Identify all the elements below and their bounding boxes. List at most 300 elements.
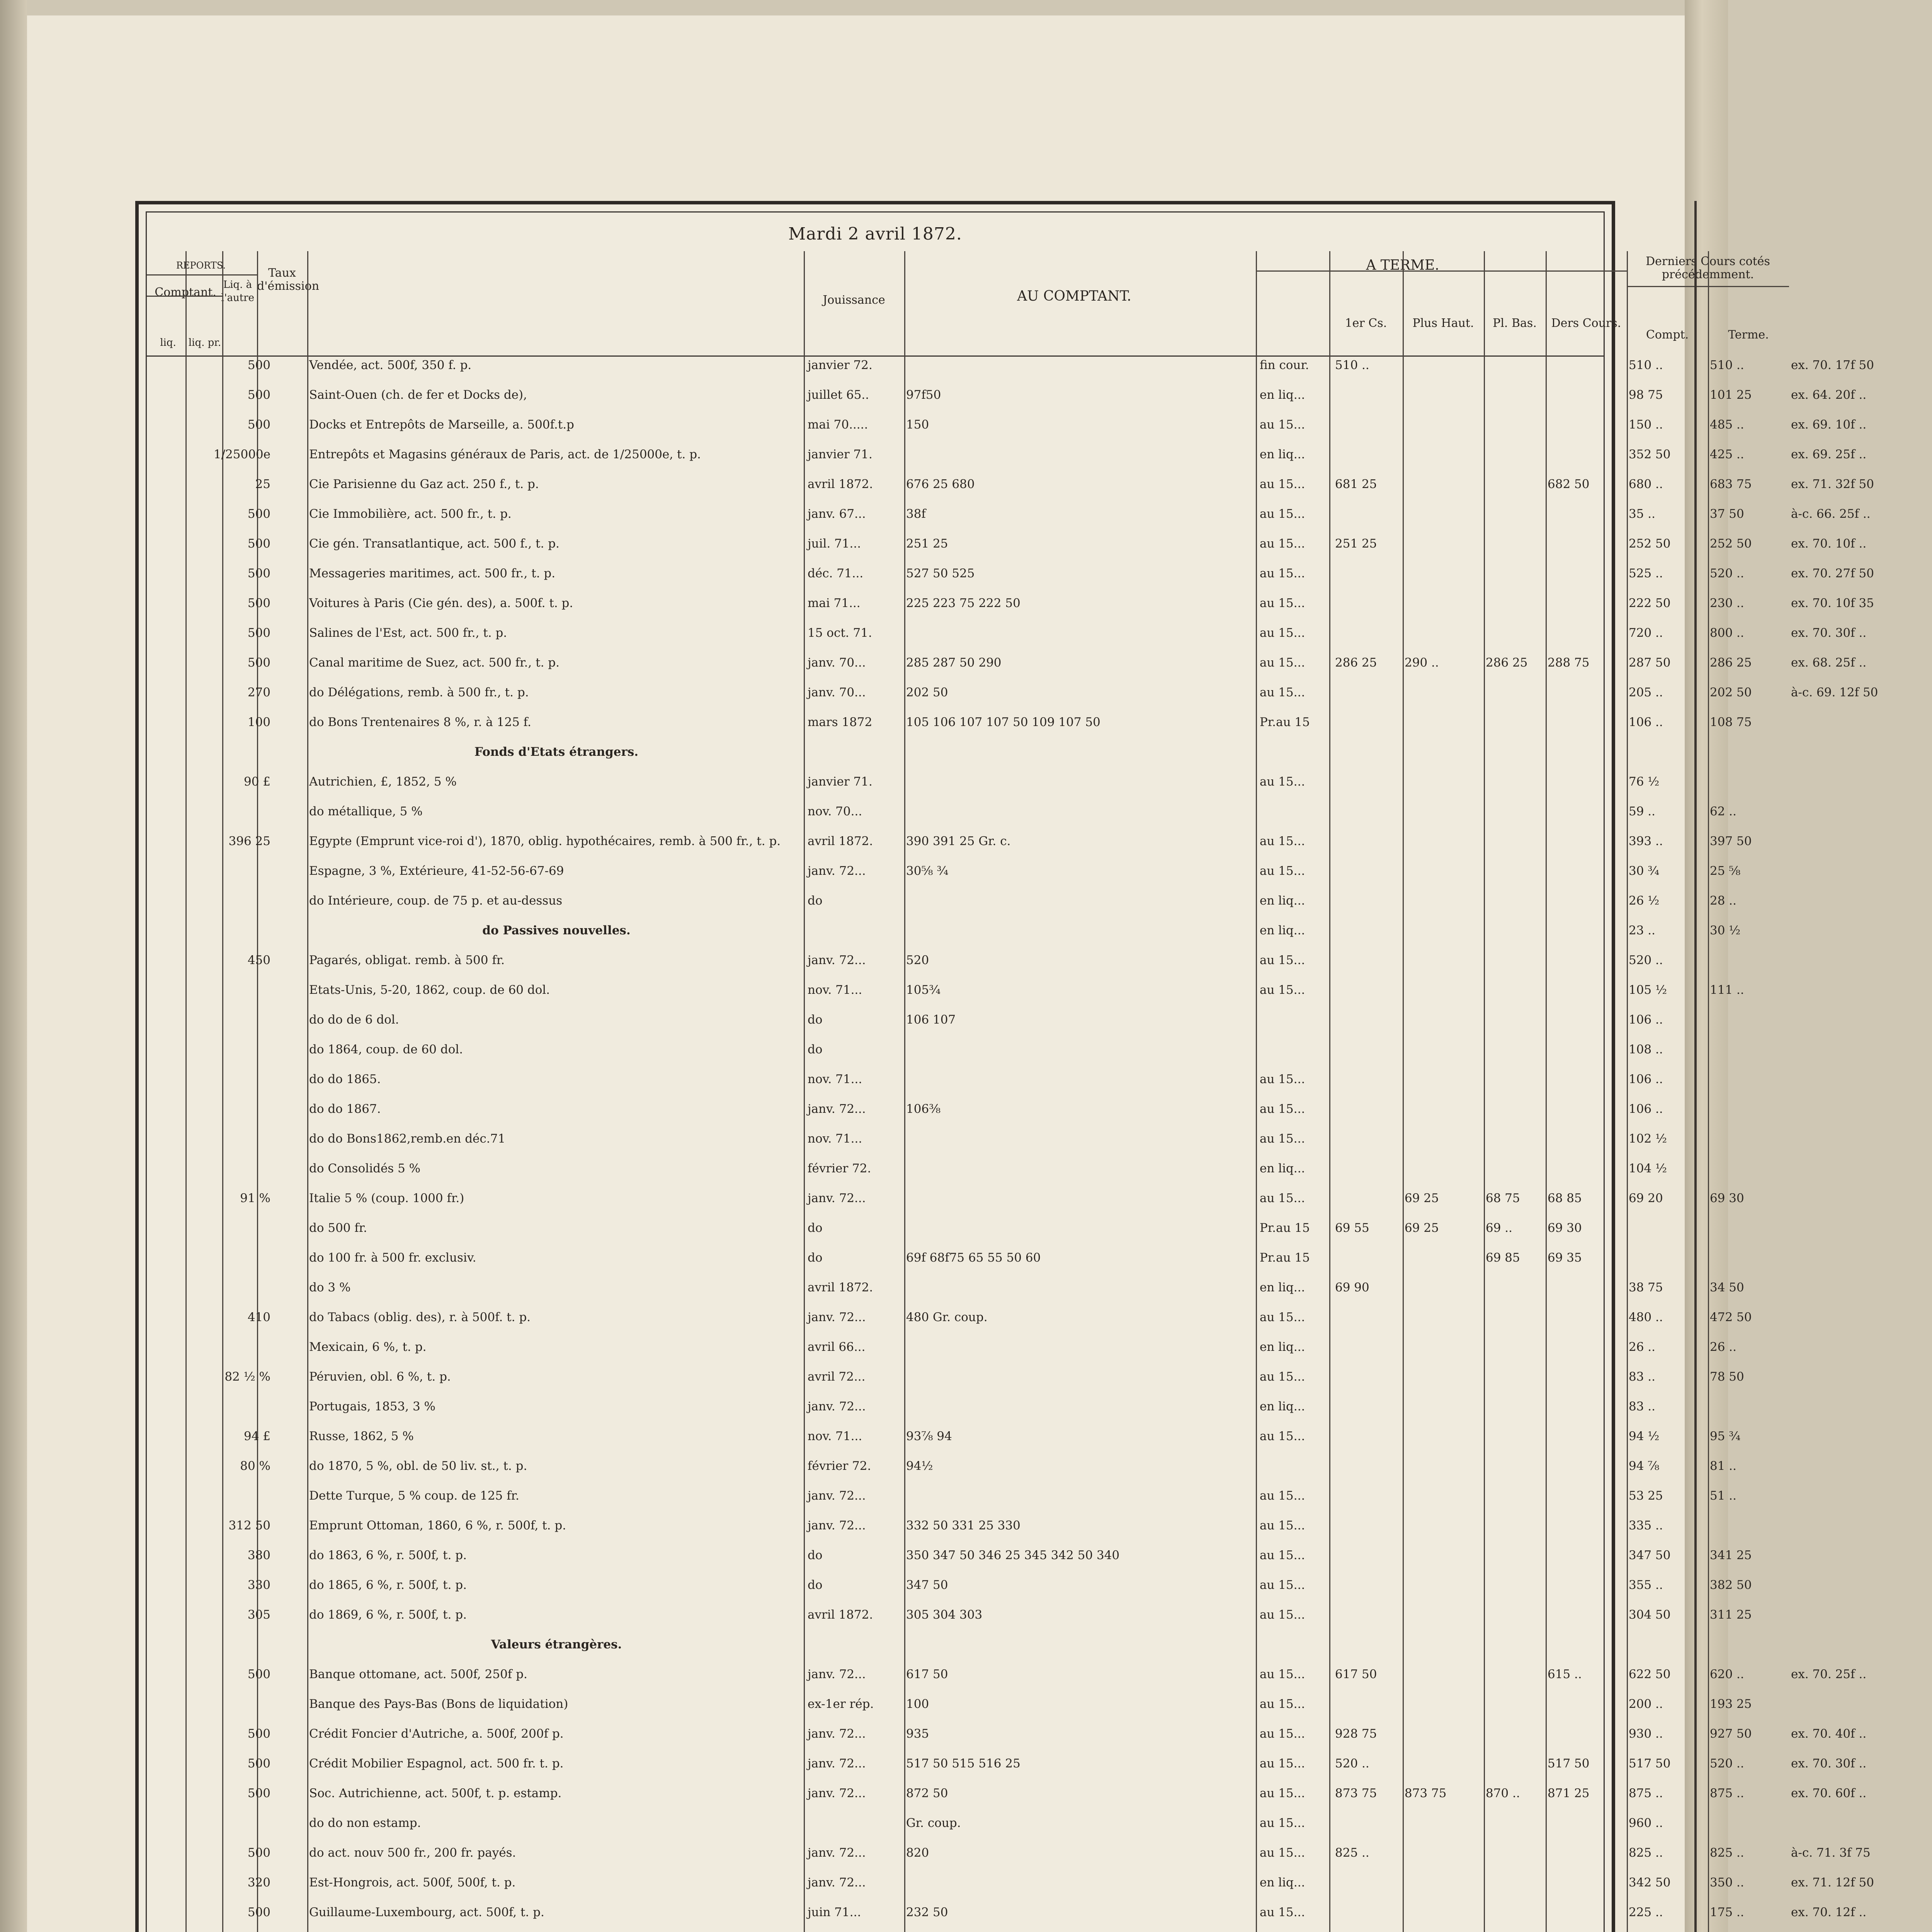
cell-int: ex. 70. 10f 35 — [1791, 596, 1874, 610]
cell-der: 682 50 — [1548, 477, 1590, 491]
cell-name: do do 1867. — [309, 1102, 381, 1116]
cell-pt: 230 .. — [1710, 596, 1744, 610]
cell-name: Messageries maritimes, act. 500 fr., t. p. — [309, 566, 556, 580]
cell-taux: 500 — [247, 418, 270, 432]
cell-jouis: avril 1872. — [808, 1281, 873, 1294]
table-row — [147, 505, 1871, 523]
cell-term: au 15... — [1260, 685, 1305, 699]
cell-taux: 500 — [247, 1846, 270, 1860]
cell-taux: 82 ½ % — [224, 1370, 270, 1384]
cell-jouis: ex-1er rép. — [808, 1697, 874, 1711]
cell-term: au 15... — [1260, 537, 1305, 551]
table-row — [147, 803, 1737, 820]
cell-taux: 91 % — [240, 1191, 270, 1205]
cell-jouis: avril 66... — [808, 1340, 866, 1354]
table-row — [147, 1011, 1663, 1029]
table-row — [147, 1427, 1741, 1445]
cell-pt: 425 .. — [1710, 447, 1744, 461]
cell-term: au 15... — [1260, 1757, 1305, 1770]
cell-name: do Tabacs (oblig. des), r. à 500f. t. p. — [309, 1310, 531, 1324]
cell-compt: 38f — [906, 507, 926, 521]
stock-table-inner — [146, 211, 1878, 1932]
cell-taux: 450 — [247, 953, 270, 967]
cell-pc: 94 ⅞ — [1629, 1459, 1660, 1473]
cell-jouis: janv. 72... — [808, 864, 866, 878]
cell-name: do Intérieure, coup. de 75 p. et au-dessus — [309, 894, 563, 908]
table-row — [147, 1249, 1604, 1267]
cell-der: 615 .. — [1548, 1667, 1582, 1681]
cell-name: do Délégations, remb. à 500 fr., t. p. — [309, 685, 529, 699]
cell-term: au 15... — [1260, 1102, 1305, 1116]
cell-jouis: janv. 72... — [808, 1310, 866, 1324]
cell-jouis: juillet 65.. — [808, 388, 869, 402]
cell-int: ex. 70. 30f .. — [1791, 1757, 1867, 1770]
cell-der: 69 30 — [1548, 1221, 1582, 1235]
cell-int: à-c. 69. 12f 50 — [1791, 685, 1878, 699]
cell-taux: 305 — [247, 1608, 270, 1622]
cell-compt: 872 50 — [906, 1786, 948, 1800]
cell-pt: 397 50 — [1710, 834, 1752, 848]
cell-jouis: janv. 72... — [808, 1876, 866, 1889]
cell-haut: 69 25 — [1405, 1221, 1439, 1235]
cell-jouis: avril 1872. — [808, 834, 873, 848]
cell-jouis: janv. 72... — [808, 1786, 866, 1800]
cell-taux: 396 25 — [228, 834, 270, 848]
cell-pt: 382 50 — [1710, 1578, 1752, 1592]
cell-term: au 15... — [1260, 1519, 1305, 1532]
cell-jouis: déc. 71... — [808, 566, 864, 580]
cell-jouis: do — [808, 1548, 823, 1562]
cell-term: en liq... — [1260, 894, 1305, 908]
cell-jouis: do — [808, 1251, 823, 1265]
cell-pt: 825 .. — [1710, 1846, 1744, 1860]
table-row — [147, 654, 1867, 672]
table-header — [147, 251, 1770, 357]
cell-pt: 520 .. — [1710, 1757, 1744, 1770]
table-row — [147, 1844, 1871, 1862]
table-row — [147, 1606, 1752, 1624]
cell-term: en liq... — [1260, 923, 1305, 937]
header-rule — [147, 296, 222, 297]
page-left-edge — [0, 0, 27, 1932]
cell-pt: 30 ½ — [1710, 923, 1741, 937]
cell-name: Pagarés, obligat. remb. à 500 fr. — [309, 953, 505, 967]
cell-term: Pr.au 15 — [1260, 1251, 1310, 1265]
cell-compt: 520 — [906, 953, 929, 967]
cell-name: Valeurs étrangères. — [491, 1638, 622, 1651]
cell-compt: 617 50 — [906, 1667, 948, 1681]
cell-bas: 286 25 — [1486, 656, 1528, 670]
table-row — [147, 1636, 1604, 1653]
cell-pc: 480 .. — [1629, 1310, 1663, 1324]
cell-pt: 485 .. — [1710, 418, 1744, 432]
cell-jouis: mai 71... — [808, 596, 861, 610]
cell-compt: 202 50 — [906, 685, 948, 699]
header-reports: REPORTS. — [176, 260, 226, 271]
cell-term: au 15... — [1260, 566, 1305, 580]
cell-pt: 62 .. — [1710, 804, 1737, 818]
cell-jouis: janvier 71. — [808, 775, 872, 789]
cell-compt: 97f50 — [906, 388, 941, 402]
cell-name: do 1864, coup. de 60 dol. — [309, 1043, 463, 1056]
cell-name: do Bons Trentenaires 8 %, r. à 125 f. — [309, 715, 531, 729]
cell-pc: 104 ½ — [1629, 1162, 1667, 1175]
cell-jouis: avril 1872. — [808, 1608, 873, 1622]
header-a-terme: A TERME. — [1366, 257, 1439, 273]
cell-pt: 510 .. — [1710, 358, 1744, 372]
table-row — [147, 565, 1874, 582]
cell-pc: 108 .. — [1629, 1043, 1663, 1056]
cell-int: ex. 69. 25f .. — [1791, 447, 1867, 461]
cell-name: do Passives nouvelles. — [482, 923, 631, 937]
cell-jouis: nov. 71... — [808, 1429, 862, 1443]
cell-compt: 820 — [906, 1846, 929, 1860]
cell-taux: 94 £ — [243, 1429, 270, 1443]
cell-name: Portugais, 1853, 3 % — [309, 1400, 435, 1413]
cell-term: au 15... — [1260, 1905, 1305, 1919]
cell-jouis: janv. 72... — [808, 1757, 866, 1770]
cell-pc: 304 50 — [1629, 1608, 1671, 1622]
cell-pt: 37 50 — [1710, 507, 1744, 521]
cell-term: au 15... — [1260, 1846, 1305, 1860]
cell-name: Russe, 1862, 5 % — [309, 1429, 414, 1443]
cell-term: au 15... — [1260, 1489, 1305, 1503]
cell-pt: 520 .. — [1710, 566, 1744, 580]
cell-pc: 83 .. — [1629, 1370, 1656, 1384]
cell-jouis: février 72. — [808, 1162, 871, 1175]
cell-der: 517 50 — [1548, 1757, 1590, 1770]
cell-jouis: janv. 72... — [808, 1400, 866, 1413]
cell-compt: 935 — [906, 1727, 929, 1741]
col-rule — [1627, 251, 1628, 1932]
cell-pc: 520 .. — [1629, 953, 1663, 967]
cell-pc: 26 .. — [1629, 1340, 1656, 1354]
cell-term: au 15... — [1260, 1370, 1305, 1384]
cell-c1: 69 90 — [1335, 1281, 1369, 1294]
cell-int: ex. 70. 17f 50 — [1791, 358, 1874, 372]
cell-compt: 517 50 515 516 25 — [906, 1757, 1020, 1770]
cell-jouis: janv. 72... — [808, 1727, 866, 1741]
header-jouissance: Jouissance — [823, 293, 885, 307]
cell-pc: 517 50 — [1629, 1757, 1671, 1770]
cell-pt: 26 .. — [1710, 1340, 1737, 1354]
cell-pc: 352 50 — [1629, 447, 1671, 461]
table-row — [147, 1457, 1737, 1475]
table-row — [147, 416, 1867, 434]
cell-haut: 873 75 — [1405, 1786, 1447, 1800]
cell-der: 68 85 — [1548, 1191, 1582, 1205]
cell-taux: 1/25000e — [213, 447, 270, 461]
cell-taux: 500 — [247, 626, 270, 640]
cell-compt: 347 50 — [906, 1578, 948, 1592]
table-row — [147, 475, 1874, 493]
cell-term: au 15... — [1260, 834, 1305, 848]
cell-pt: 34 50 — [1710, 1281, 1744, 1294]
cell-int: ex. 71. 12f 50 — [1791, 1876, 1874, 1889]
table-row — [147, 1100, 1663, 1118]
cell-jouis: nov. 71... — [808, 983, 862, 997]
table-row — [147, 1338, 1737, 1356]
table-row — [147, 1070, 1663, 1088]
cell-compt: 527 50 525 — [906, 566, 975, 580]
cell-term: au 15... — [1260, 1191, 1305, 1205]
table-row — [147, 1725, 1867, 1743]
table-row — [147, 1487, 1737, 1505]
table-row — [147, 743, 1604, 761]
cell-pc: 30 ¾ — [1629, 864, 1660, 878]
cell-name: do 1869, 6 %, r. 500f, t. p. — [309, 1608, 467, 1622]
cell-c1: 873 75 — [1335, 1786, 1377, 1800]
cell-pc: 94 ½ — [1629, 1429, 1660, 1443]
table-row — [147, 386, 1867, 404]
cell-taux: 80 % — [240, 1459, 270, 1473]
header-plus-bas: Pl. Bas. — [1493, 316, 1537, 330]
cell-jouis: avril 72... — [808, 1370, 866, 1384]
cell-pt: 927 50 — [1710, 1727, 1752, 1741]
cell-pt: 620 .. — [1710, 1667, 1744, 1681]
cell-term: Pr.au 15 — [1260, 715, 1310, 729]
cell-name: do 500 fr. — [309, 1221, 367, 1235]
cell-term: au 15... — [1260, 864, 1305, 878]
cell-term: en liq... — [1260, 447, 1305, 461]
cell-name: do 1865, 6 %, r. 500f, t. p. — [309, 1578, 467, 1592]
cell-term: au 15... — [1260, 507, 1305, 521]
cell-term: au 15... — [1260, 626, 1305, 640]
cell-pt: 51 .. — [1710, 1489, 1737, 1503]
table-row — [147, 1130, 1667, 1148]
cell-term: Pr.au 15 — [1260, 1221, 1310, 1235]
cell-name: Péruvien, obl. 6 %, t. p. — [309, 1370, 451, 1384]
cell-haut: 290 .. — [1405, 656, 1439, 670]
cell-name: Crédit Foncier d'Autriche, a. 500f, 200f p. — [309, 1727, 564, 1741]
cell-compt: 105¾ — [906, 983, 941, 997]
cell-pc: 102 ½ — [1629, 1132, 1667, 1146]
cell-int: ex. 70. 12f .. — [1791, 1905, 1867, 1919]
cell-compt: 305 304 303 — [906, 1608, 983, 1622]
cell-pt: 311 25 — [1710, 1608, 1752, 1622]
cell-pc: 342 50 — [1629, 1876, 1671, 1889]
table-row — [147, 1546, 1752, 1564]
cell-term: fin cour. — [1260, 358, 1309, 372]
cell-name: Cie gén. Transatlantique, act. 500 f., t. p. — [309, 537, 560, 551]
cell-pc: 106 .. — [1629, 1102, 1663, 1116]
cell-jouis: janv. 72... — [808, 1519, 866, 1532]
cell-pt: 25 ⅝ — [1710, 864, 1741, 878]
cell-int: ex. 71. 32f 50 — [1791, 477, 1874, 491]
cell-pc: 106 .. — [1629, 1072, 1663, 1086]
cell-name: do 1870, 5 %, obl. de 50 liv. st., t. p. — [309, 1459, 527, 1473]
cell-taux: 500 — [247, 566, 270, 580]
table-row — [147, 1368, 1744, 1386]
cell-taux: 380 — [247, 1548, 270, 1562]
header-liq-a-lautre: Liq. à l'autre — [221, 279, 254, 304]
cell-term: au 15... — [1260, 656, 1305, 670]
table-row — [147, 892, 1737, 910]
cell-c1: 251 25 — [1335, 537, 1377, 551]
cell-jouis: do — [808, 1221, 823, 1235]
cell-bas: 69 .. — [1486, 1221, 1513, 1235]
table-row — [147, 922, 1741, 939]
cell-compt: 251 25 — [906, 537, 948, 551]
cell-pc: 38 75 — [1629, 1281, 1663, 1294]
cell-taux: 500 — [247, 596, 270, 610]
table-row — [147, 1398, 1656, 1415]
cell-jouis: janv. 72... — [808, 1846, 866, 1860]
cell-name: Etats-Unis, 5-20, 1862, coup. de 60 dol. — [309, 983, 550, 997]
table-row — [147, 1279, 1744, 1296]
cell-jouis: do — [808, 1578, 823, 1592]
cell-jouis: juil. 71... — [808, 537, 861, 551]
cell-pc: 347 50 — [1629, 1548, 1671, 1562]
cell-name: Italie 5 % (coup. 1000 fr.) — [309, 1191, 464, 1205]
cell-taux: 410 — [247, 1310, 270, 1324]
cell-pt: 69 30 — [1710, 1191, 1744, 1205]
cell-pc: 225 .. — [1629, 1905, 1663, 1919]
cell-jouis: janv. 70... — [808, 685, 866, 699]
cell-pc: 150 .. — [1629, 418, 1663, 432]
cell-c1: 520 .. — [1335, 1757, 1369, 1770]
cell-compt: 106⅜ — [906, 1102, 941, 1116]
cell-name: do do 1865. — [309, 1072, 381, 1086]
table-row — [147, 684, 1878, 701]
cell-compt: 232 50 — [906, 1905, 948, 1919]
cell-taux: 100 — [247, 715, 270, 729]
cell-name: Banque des Pays-Bas (Bons de liquidation) — [309, 1697, 568, 1711]
cell-pc: 105 ½ — [1629, 983, 1667, 997]
table-row — [147, 1160, 1667, 1177]
cell-taux: 25 — [255, 477, 270, 491]
cell-jouis: do — [808, 1013, 823, 1027]
cell-int: ex. 70. 27f 50 — [1791, 566, 1874, 580]
cell-jouis: janv. 72... — [808, 1489, 866, 1503]
cell-pc: 59 .. — [1629, 804, 1656, 818]
table-row — [147, 1041, 1663, 1058]
cell-pc: 26 ½ — [1629, 894, 1660, 908]
cell-pt: 78 50 — [1710, 1370, 1744, 1384]
cell-pc: 222 50 — [1629, 596, 1671, 610]
cell-pt: 800 .. — [1710, 626, 1744, 640]
table-row — [147, 862, 1741, 880]
cell-int: ex. 70. 10f .. — [1791, 537, 1867, 551]
cell-c1: 681 25 — [1335, 477, 1377, 491]
cell-pc: 393 .. — [1629, 834, 1663, 848]
cell-pc: 205 .. — [1629, 685, 1663, 699]
cell-name: Cie Parisienne du Gaz act. 250 f., t. p. — [309, 477, 539, 491]
cell-name: do do Bons1862,remb.en déc.71 — [309, 1132, 506, 1146]
cell-name: do do non estamp. — [309, 1816, 421, 1830]
cell-pc: 825 .. — [1629, 1846, 1663, 1860]
table-row — [147, 1814, 1663, 1832]
header-liq-pr: liq. pr. — [188, 337, 221, 349]
cell-pc: 622 50 — [1629, 1667, 1671, 1681]
cell-name: Crédit Mobilier Espagnol, act. 500 fr. t. p. — [309, 1757, 564, 1770]
cell-int: ex. 64. 20f .. — [1791, 388, 1867, 402]
cell-int: ex. 70. 40f .. — [1791, 1727, 1867, 1741]
header-compt: Compt. — [1646, 328, 1689, 342]
cell-compt: 676 25 680 — [906, 477, 975, 491]
cell-c1: 825 .. — [1335, 1846, 1369, 1860]
header-plus-haut: Plus Haut. — [1412, 316, 1474, 330]
cell-name: Emprunt Ottoman, 1860, 6 %, r. 500f, t. p. — [309, 1519, 566, 1532]
cell-pt: 875 .. — [1710, 1786, 1744, 1800]
cell-name: Soc. Autrichienne, act. 500f, t. p. estamp. — [309, 1786, 562, 1800]
cell-pc: 875 .. — [1629, 1786, 1663, 1800]
cell-compt: 285 287 50 290 — [906, 656, 1002, 670]
page-title: Mardi 2 avril 1872. — [788, 224, 962, 244]
cell-compt: 94½ — [906, 1459, 933, 1473]
cell-taux: 500 — [247, 1667, 270, 1681]
cell-pc: 930 .. — [1629, 1727, 1663, 1741]
cell-jouis: janvier 72. — [808, 358, 872, 372]
cell-pt: 202 50 — [1710, 685, 1752, 699]
cell-der: 871 25 — [1548, 1786, 1590, 1800]
table-row — [147, 1665, 1867, 1683]
cell-name: Dette Turque, 5 % coup. de 125 fr. — [309, 1489, 519, 1503]
cell-jouis: janv. 72... — [808, 953, 866, 967]
cell-pc: 287 50 — [1629, 656, 1671, 670]
cell-name: do do de 6 dol. — [309, 1013, 399, 1027]
cell-compt: 100 — [906, 1697, 929, 1711]
cell-name: do métallique, 5 % — [309, 804, 423, 818]
cell-taux: 500 — [247, 1727, 270, 1741]
table-row — [147, 1903, 1867, 1921]
cell-taux: 312 50 — [228, 1519, 270, 1532]
cell-term: au 15... — [1260, 1727, 1305, 1741]
cell-pt: 472 50 — [1710, 1310, 1752, 1324]
cell-pc: 98 75 — [1629, 388, 1663, 402]
cell-pt: 111 .. — [1710, 983, 1744, 997]
cell-term: au 15... — [1260, 1786, 1305, 1800]
cell-compt: 332 50 331 25 330 — [906, 1519, 1020, 1532]
cell-jouis: février 72. — [808, 1459, 871, 1473]
cell-pt: 341 25 — [1710, 1548, 1752, 1562]
cell-pc: 83 .. — [1629, 1400, 1656, 1413]
cell-jouis: janv. 67... — [808, 507, 866, 521]
cell-jouis: janv. 72... — [808, 1102, 866, 1116]
cell-bas: 69 85 — [1486, 1251, 1520, 1265]
cell-name: Canal maritime de Suez, act. 500 fr., t. p. — [309, 656, 560, 670]
cell-compt: 106 107 — [906, 1013, 956, 1027]
cell-pc: 525 .. — [1629, 566, 1663, 580]
cell-name: Docks et Entrepôts de Marseille, a. 500f.t.p — [309, 418, 574, 432]
cell-pt: 252 50 — [1710, 537, 1752, 551]
cell-compt: 93⅞ 94 — [906, 1429, 952, 1443]
cell-int: ex. 70. 25f .. — [1791, 1667, 1867, 1681]
cell-c1: 928 75 — [1335, 1727, 1377, 1741]
table-row — [147, 832, 1752, 850]
header-terme: Terme. — [1728, 328, 1769, 342]
cell-taux: 270 — [247, 685, 270, 699]
table-row — [147, 1308, 1752, 1326]
cell-term: au 15... — [1260, 1816, 1305, 1830]
cell-jouis: 15 oct. 71. — [808, 626, 872, 640]
cell-pt: 286 25 — [1710, 656, 1752, 670]
cell-pt: 350 .. — [1710, 1876, 1744, 1889]
header-dernier-cours: Ders Cours. — [1551, 316, 1621, 330]
cell-pc: 200 .. — [1629, 1697, 1663, 1711]
cell-name: Vendée, act. 500f, 350 f. p. — [309, 358, 472, 372]
cell-jouis: do — [808, 1043, 823, 1056]
cell-compt: 350 347 50 346 25 345 342 50 340 — [906, 1548, 1120, 1562]
cell-compt: 150 — [906, 418, 929, 432]
cell-term: au 15... — [1260, 775, 1305, 789]
cell-taux: 330 — [247, 1578, 270, 1592]
cell-pc: 335 .. — [1629, 1519, 1663, 1532]
cell-term: au 15... — [1260, 953, 1305, 967]
cell-haut: 69 25 — [1405, 1191, 1439, 1205]
cell-int: à-c. 66. 25f .. — [1791, 507, 1871, 521]
cell-jouis: do — [808, 894, 823, 908]
